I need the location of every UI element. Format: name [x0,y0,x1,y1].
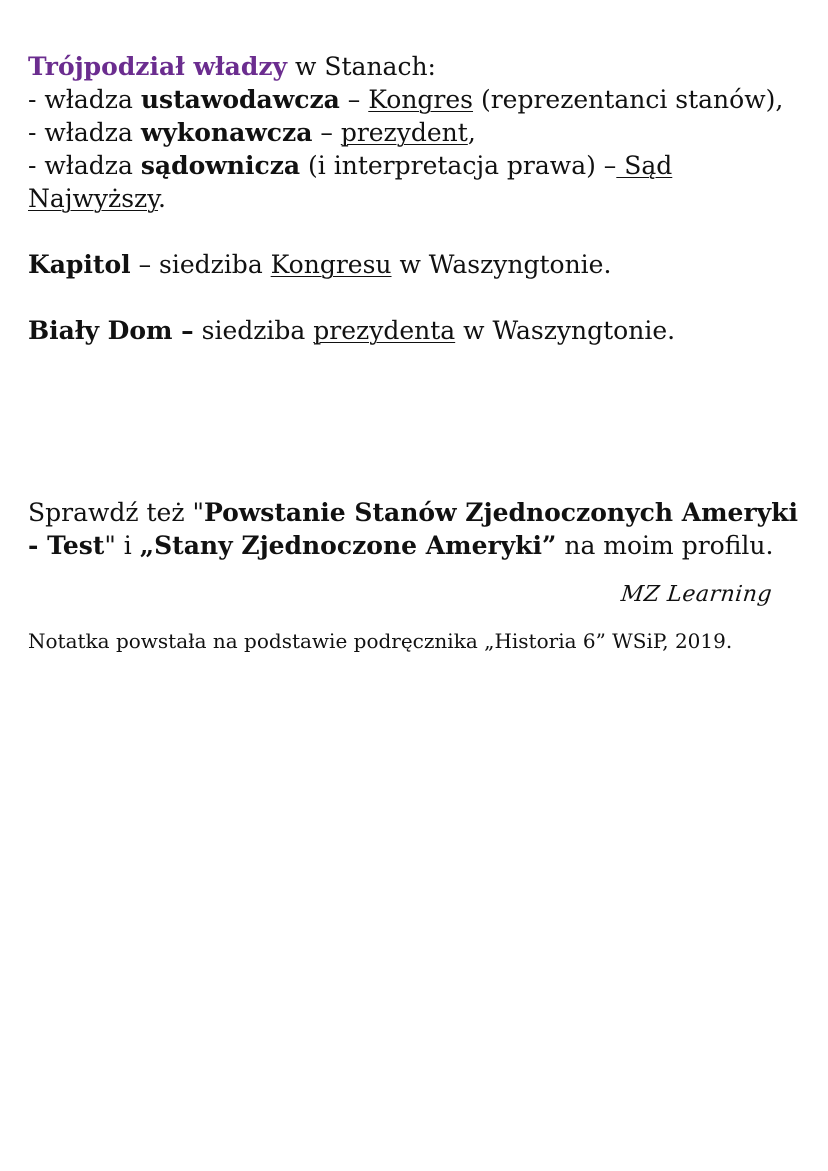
kapitol-paragraph [28,248,808,281]
see-also-mid: " i [104,531,140,560]
item3-body: Sąd Najwyższy [28,151,673,213]
white-house-paragraph [28,314,808,347]
white-house-rest: w Waszyngtonie. [455,316,676,345]
item3-rest: . [158,184,166,213]
kapitol-body: Kongresu [270,250,392,279]
see-also-paragraph [28,496,808,562]
spacer [28,347,808,496]
item1-dash: – [339,85,369,114]
spacer [28,281,808,314]
author-signature: MZ Learning [619,582,774,607]
item2-term: wykonawcza [140,118,313,147]
item1-prefix: - władza [28,85,141,114]
item3-mid: (i interpretacja prawa) – [300,151,617,180]
item2-body: prezydent [340,118,468,147]
kapitol-mid: – siedziba [130,250,271,279]
item1-rest: (reprezentanci stanów), [473,85,784,114]
source-footnote: Notatka powstała na podstawie podręcznika „Historia 6” WSiP, 2019. [28,629,733,653]
kapitol-term: Kapitol [28,250,131,279]
white-house-body: prezydenta [313,316,456,345]
signature-row [28,582,808,628]
white-house-term: Biały Dom – [28,316,194,345]
item1-body: Kongres [368,85,474,114]
item2-rest: , [467,118,476,147]
see-also-note-title: „Stany Zjednoczone Ameryki” [139,531,557,560]
item3-prefix: - władza [28,151,141,180]
document-page [28,50,808,654]
item2-dash: – [312,118,341,147]
item2-prefix: - władza [28,118,141,147]
section-title: Trójpodział władzy [28,52,288,81]
title-rest: w Stanach: [287,52,436,81]
kapitol-rest: w Waszyngtonie. [391,250,612,279]
item3-term: sądownicza [140,151,301,180]
item1-term: ustawodawcza [140,85,340,114]
see-also-prefix: Sprawdź też " [28,498,204,527]
white-house-mid: siedziba [193,316,314,345]
branches-paragraph [28,50,808,215]
spacer [28,215,808,248]
see-also-rest: na moim profilu. [556,531,774,560]
see-also-test-title: Powstanie Stanów Zjednoczonych Ameryki - Test [28,498,798,560]
